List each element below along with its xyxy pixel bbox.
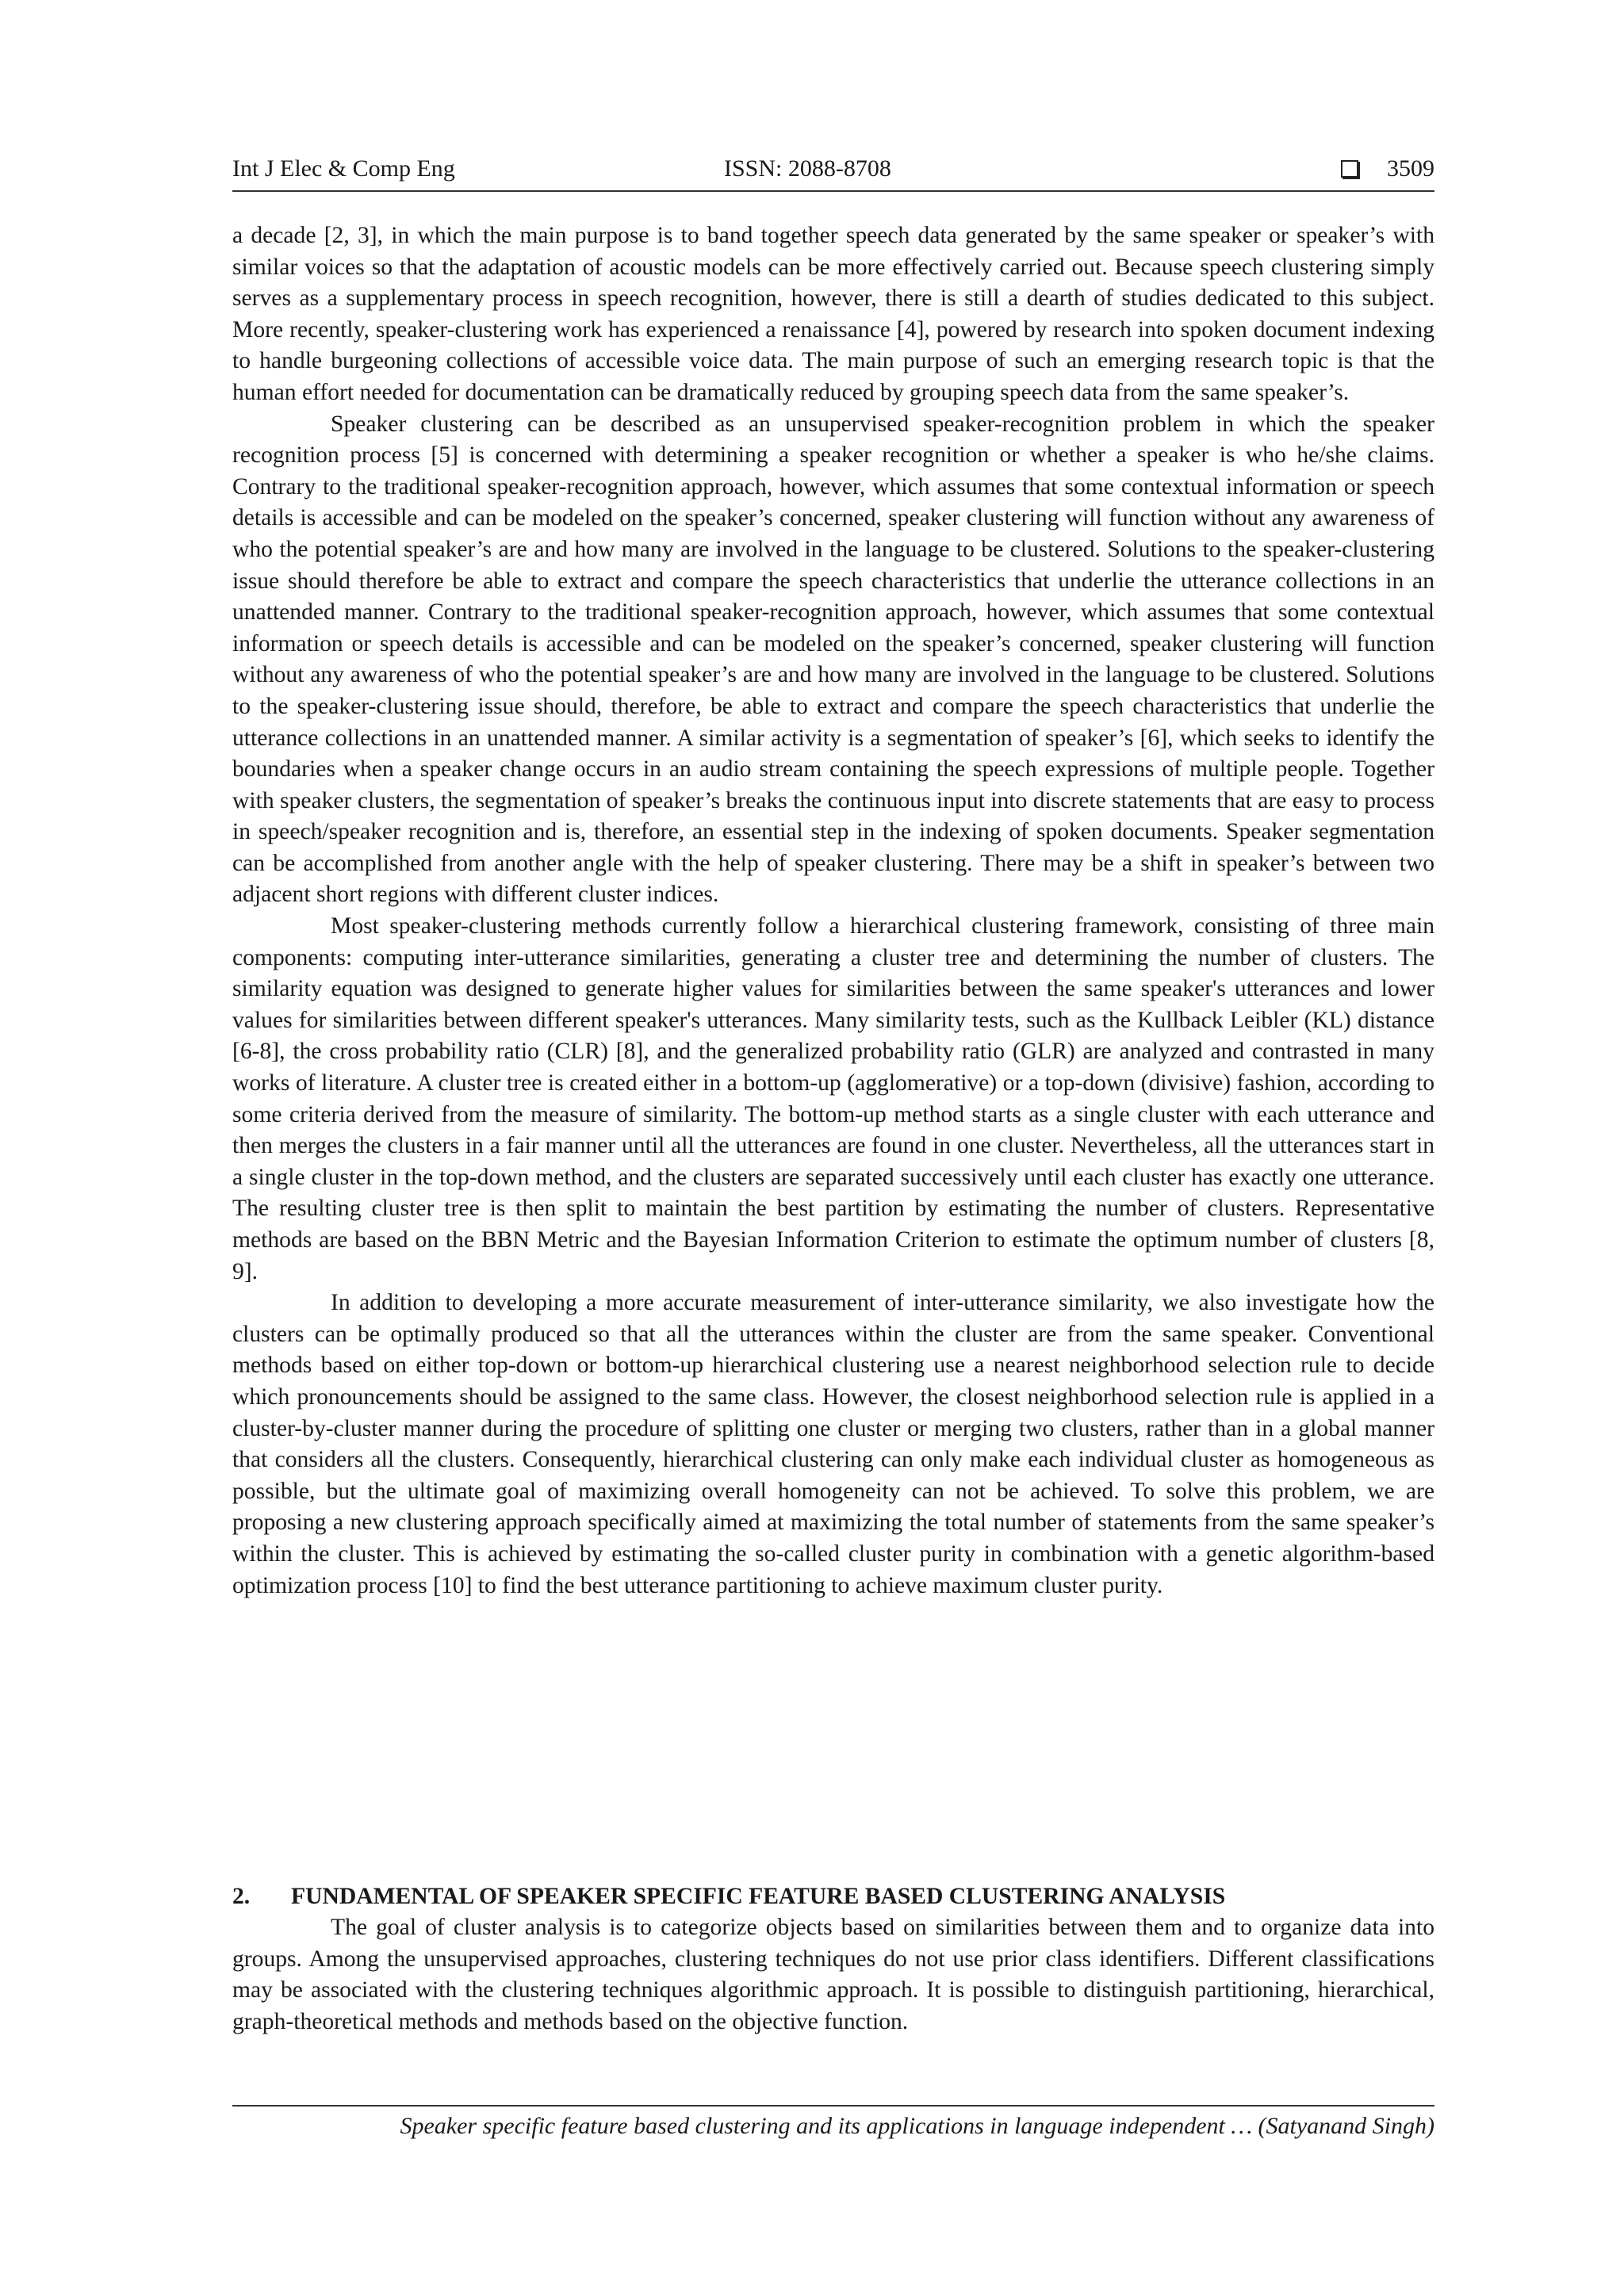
paragraph-continued: a decade [2, 3], in which the main purpose is to band together speech data generated by the same speaker or speaker’s with similar voices so that the adaptation of acoustic models can be more effectively carried out. Because speech clustering simply serves as a supplementary process in speech recognition, however, there is still a dearth of studies dedicated to this subject. More recently, speaker-clustering work has experienced a renaissance [4], powered by research into spoken document indexing to handle burgeoning collections of accessible voice data. The main purpose of such an emerging research topic is that the human effort needed for documentation can be dramatically reduced by grouping speech data from the same speaker’s. xyxy=(232,223,1434,405)
journal-name: Int J Elec & Comp Eng xyxy=(232,155,455,182)
page-header xyxy=(232,155,1434,192)
section-text xyxy=(232,1912,1434,2038)
page-footer xyxy=(232,2105,1434,2140)
issn-label: ISSN: 2088-8708 xyxy=(724,155,891,182)
section-heading xyxy=(232,1881,1434,1912)
paragraph-proposed-approach: In addition to developing a more accurate measurement of inter-utterance similarity, we also investigate how the clusters can be optimally produced so that all the utterances within the cluster are from the same speaker. Conventional methods based on either top-down or bottom-up hierarchical clustering use a nearest neighborhood selection rule to decide which pronouncements should be assigned to the same class. However, the closest neighborhood selection rule is applied in a cluster-by-cluster manner during the procedure of splitting one cluster or merging two clusters, rather than in a global manner that considers all the clusters. Consequently, hierarchical clustering can only make each individual cluster as homogeneous as possible, but the ultimate goal of maximizing overall homogeneity can not be achieved. To solve this problem, we are proposing a new clustering approach specifically aimed at maximizing the total number of statements from the same speaker’s within the cluster. This is achieved by estimating the so-called cluster purity in combination with a genetic algorithm-based optimization process [10] to find the best utterance partitioning to achieve maximum cluster purity. xyxy=(232,1290,1434,1598)
page-number: 3509 xyxy=(1387,155,1434,182)
paragraph-speaker-clustering: Speaker clustering can be described as an unsupervised speaker-recognition problem in which the speaker recognition process [5] is concerned with determining a speaker recognition or whether a speaker is who he/she claims. Contrary to the traditional speaker-recognition approach, however, which assumes that some contextual information or speech details is accessible and can be modeled on the speaker’s concerned, speaker clustering will function without any awareness of who the potential speaker’s are and how many are involved in the language to be clustered. Solutions to the speaker-clustering issue should therefore be able to extract and compare the speech characteristics that underlie the utterance collections in an unattended manner. Contrary to the traditional speaker-recognition approach, however, which assumes that some contextual information or speech details is accessible and can be modeled on the speaker’s concerned, speaker clustering will function without any awareness of who the potential speaker’s are and how many are involved in the language to be clustered. Solutions to the speaker-clustering issue should, therefore, be able to extract and compare the speech characteristics that underlie the utterance collections in an unattended manner. A similar activity is a segmentation of speaker’s [6], which seeks to identify the boundaries when a speaker change occurs in an audio stream containing the speech expressions of multiple people. Together with speaker clusters, the segmentation of speaker’s breaks the continuous input into discrete statements that are easy to process in speech/speaker recognition and is, therefore, an essential step in the indexing of spoken documents. Speaker segmentation can be accomplished from another angle with the help of speaker clustering. There may be a shift in speaker’s between two adjacent short regions with different cluster indices. xyxy=(232,411,1434,908)
paragraph-hierarchical-methods: Most speaker-clustering methods currently follow a hierarchical clustering framework, consisting of three main components: computing inter-utterance similarities, generating a cluster tree and determining the number of clusters. The similarity equation was designed to generate higher values for similarities between the same speaker's utterances and lower values for similarities between different speaker's utterances. Many similarity tests, such as the Kullback Leibler (KL) distance [6-8], the cross probability ratio (CLR) [8], and the generalized probability ratio (GLR) are analyzed and contrasted in many works of literature. A cluster tree is created either in a bottom-up (agglomerative) or a top-down (divisive) fashion, according to some criteria derived from the measure of similarity. The bottom-up method starts as a single cluster with each utterance and then merges the clusters in a fair manner until all the utterances are found in one cluster. Nevertheless, all the utterances start in a single cluster in the top-down method, and the clusters are separated successively until each cluster has exactly one utterance. The resulting cluster tree is then split to maintain the best partition by estimating the number of clusters. Representative methods are based on the BBN Metric and the Bayesian Information Criterion to estimate the optimum number of clusters [8, 9]. xyxy=(232,913,1434,1284)
section-paragraph: The goal of cluster analysis is to categorize objects based on similarities between them and to organize data into groups. Among the unsupervised approaches, clustering techniques do not use prior class identifiers. Different classifications may be associated with the clustering techniques algorithmic approach. It is possible to distinguish partitioning, hierarchical, graph-theoretical methods and methods based on the objective function. xyxy=(232,1915,1434,2034)
square-box-icon xyxy=(1341,160,1358,178)
body-text xyxy=(232,220,1434,1601)
section-number: 2. xyxy=(232,1884,251,1909)
footer-citation: Speaker specific feature based clustering and its applications in language independent … (Satyanand Singh) xyxy=(400,2113,1434,2139)
section-title: FUNDAMENTAL OF SPEAKER SPECIFIC FEATURE BASED CLUSTERING ANALYSIS xyxy=(291,1884,1226,1909)
